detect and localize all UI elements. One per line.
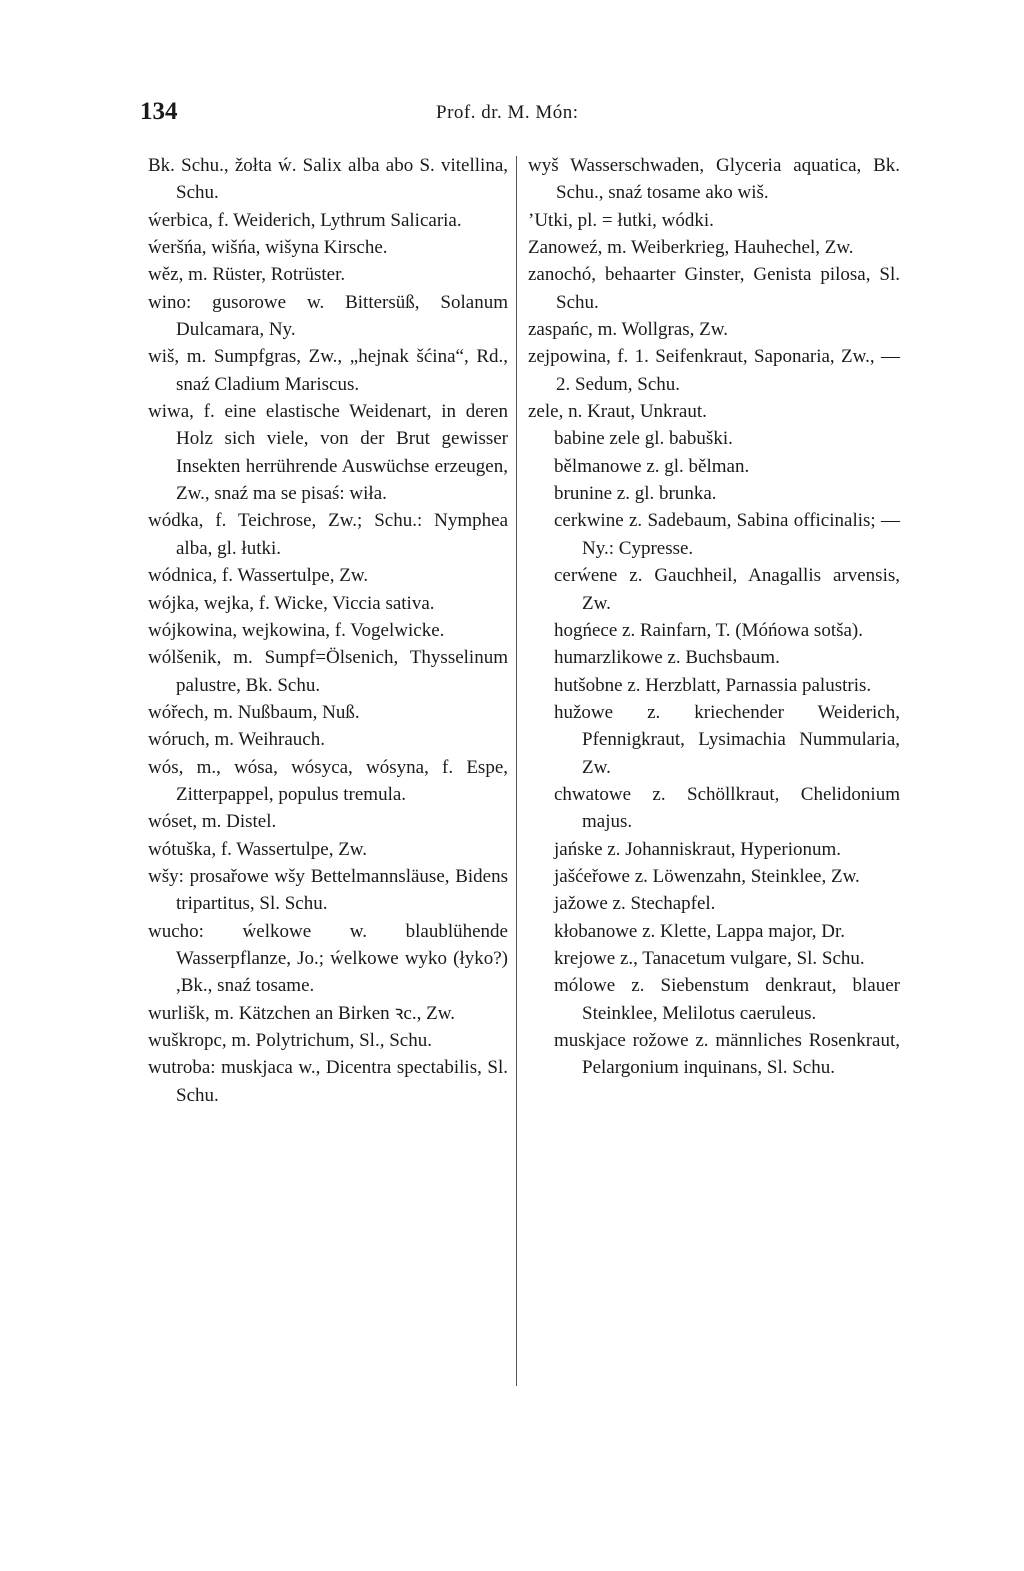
dictionary-entry: ẃerbica, f. Weiderich, Lythrum Salicaria. xyxy=(148,209,462,231)
page-header xyxy=(140,98,900,132)
dictionary-subentry: kłobanowe z. Klette, Lappa major, Dr. xyxy=(554,920,846,942)
dictionary-subentry: mólowe z. Siebenstum denkraut, blauer Steinklee, Melilotus caeruleus. xyxy=(554,975,900,1024)
dictionary-subentry: hužowe z. kriechender Weiderich, Pfennigkraut, Lysimachia Nummularia, Zw. xyxy=(554,701,900,778)
dictionary-subentry: hutšobne z. Herzblatt, Parnassia palustris. xyxy=(554,674,872,696)
dictionary-subentry: babine zele gl. babuški. xyxy=(554,428,733,450)
dictionary-subentry: cerkwine z. Sadebaum, Sabina officinalis; — Ny.: Cypresse. xyxy=(554,510,900,559)
dictionary-subentry: brunine z. gl. brunka. xyxy=(554,483,717,505)
dictionary-entry: wódka, f. Teichrose, Zw.; Schu.: Nymphea alba, gl. łutki. xyxy=(148,510,508,559)
dictionary-entry: wino: gusorowe w. Bittersüß, Solanum Dulcamara, Ny. xyxy=(148,291,508,341)
dictionary-subentry: jańske z. Johanniskraut, Hyperionum. xyxy=(554,838,842,860)
dictionary-entry: wós, m., wósa, wósyca, wósyna, f. Espe, Zitterpappel, populus tremula. xyxy=(148,756,508,805)
dictionary-subentry: humarzlikowe z. Buchsbaum. xyxy=(554,647,780,669)
dictionary-entry: ẃeršńa, wišńa, wišyna Kirsche. xyxy=(148,237,388,259)
dictionary-subentry: muskjace rožowe z. männliches Rosenkraut, Pelargonium inquinans, Sl. Schu. xyxy=(554,1030,900,1079)
dictionary-entry: zaspańc, m. Wollgras, Zw. xyxy=(528,319,729,341)
dictionary-entry: wólšenik, m. Sumpf=Ölsenich, Thysselinum palustre, Bk. Schu. xyxy=(148,647,508,696)
dictionary-entry: wódnica, f. Wassertulpe, Zw. xyxy=(148,565,369,587)
dictionary-subentry: cerẃene z. Gauchheil, Anagallis arvensis, Zw. xyxy=(554,565,900,614)
right-column xyxy=(528,152,900,1082)
dictionary-entry: wótuška, f. Wassertulpe, Zw. xyxy=(148,838,368,860)
dictionary-entry: wyš Wasserschwaden, Glyceria aquatica, Bk. Schu., snaź tosame ako wiš. xyxy=(528,155,900,204)
dictionary-entry: wóruch, m. Weihrauch. xyxy=(148,729,325,751)
running-head: Prof. dr. M. Món: xyxy=(436,102,579,123)
dictionary-subentry: jašćeřowe z. Löwenzahn, Steinklee, Zw. xyxy=(554,865,860,887)
dictionary-entry: wěz, m. Rüster, Rotrüster. xyxy=(148,264,346,286)
dictionary-entry: wóřech, m. Nußbaum, Nuß. xyxy=(148,701,360,723)
dictionary-entry: wurlišk, m. Kätzchen an Birken ꝛc., Zw. xyxy=(148,1002,455,1024)
dictionary-entry: wójkowina, wejkowina, f. Vogelwicke. xyxy=(148,619,445,641)
dictionary-entry: wiš, m. Sumpfgras, Zw., „hejnak šćina“, Rd., snaź Cladium Mariscus. xyxy=(148,346,508,395)
dictionary-entry: wóset, m. Distel. xyxy=(148,811,277,833)
dictionary-entry: Zanoweź, m. Weiberkrieg, Hauhechel, Zw. xyxy=(528,237,854,259)
dictionary-subentry: bělmanowe z. gl. bělman. xyxy=(554,455,750,477)
dictionary-entry: wutroba: muskjaca w., Dicentra spectabilis, Sl. Schu. xyxy=(148,1057,508,1106)
page-number: 134 xyxy=(140,98,178,125)
dictionary-entry: zanochó, behaarter Ginster, Genista pilosa, Sl. Schu. xyxy=(528,264,900,313)
dictionary-entry: wiwa, f. eine elastische Weidenart, in deren Holz sich viele, von der Brut gewisser Insekten herrührende Auswüchse erzeugen, Zw., snaź ma se pisaś: wiła. xyxy=(148,401,508,505)
dictionary-subentry: hogńece z. Rainfarn, T. (Móńowa sotša). xyxy=(554,619,864,641)
dictionary-subentry: krejowe z., Tanacetum vulgare, Sl. Schu. xyxy=(554,947,865,969)
dictionary-entry: Bk. Schu., žołta ẃ. Salix alba abo S. vitellina, Schu. xyxy=(148,155,508,204)
column-divider xyxy=(516,156,517,1386)
dictionary-subentry: chwatowe z. Schöllkraut, Chelidonium majus. xyxy=(554,783,900,833)
dictionary-entry: zejpowina, f. 1. Seifenkraut, Saponaria, Zw., — 2. Sedum, Schu. xyxy=(528,346,900,395)
dictionary-entry: wšy: prosařowe wšy Bettelmannsläuse, Bidens tripartitus, Sl. Schu. xyxy=(148,865,508,915)
dictionary-entry: wójka, wejka, f. Wicke, Viccia sativa. xyxy=(148,592,435,614)
dictionary-entry: ’Utki, pl. = łutki, wódki. xyxy=(528,209,714,231)
left-column xyxy=(148,152,508,1109)
dictionary-subentry: jažowe z. Stechapfel. xyxy=(554,893,716,915)
dictionary-entry: wuškropc, m. Polytrichum, Sl., Schu. xyxy=(148,1030,432,1051)
dictionary-entry: zele, n. Kraut, Unkraut. xyxy=(528,401,707,423)
dictionary-entry: wucho: ẃelkowe w. blaublühende Wasserpflanze, Jo.; ẃelkowe wyko (łyko?) ,Bk., snaź tosame. xyxy=(148,920,508,997)
